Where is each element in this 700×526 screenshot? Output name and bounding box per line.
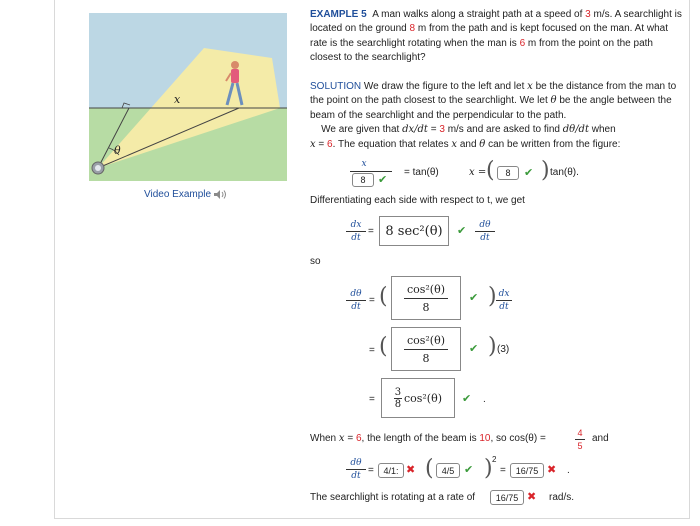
eq4-answer2-input[interactable]: 4/5 <box>436 463 460 478</box>
eq3-paren-l1: ( <box>379 284 388 309</box>
eq3-paren-l2: ( <box>379 334 388 359</box>
eq4-paren-r: ) <box>484 456 493 481</box>
eq4-answer1-input[interactable]: 4/1: <box>378 463 404 478</box>
speaker-icon <box>213 189 227 200</box>
eq3-equals-2: = <box>369 345 375 356</box>
when-and: and <box>592 433 609 444</box>
video-example-link[interactable] <box>144 189 227 200</box>
solution-paragraph: SOLUTION We draw the figure to the left and let x be the distance from the man to the point on the path closest to the searchlight. We let θ be the angle between the beam of the searchlight and the perpendicular to the path. We are given that dx/dt = 3 m/s and are asked to find dθ/dt when x = 6. The equation that relates x and θ can be written from the figure: <box>310 81 677 150</box>
eq4-equals-2: = <box>500 465 506 476</box>
eq1-x-answer-input[interactable]: 8 <box>497 166 519 180</box>
final-unit: rad/s. <box>549 492 575 503</box>
eq3-answer1-input[interactable]: cos²(θ) 8 <box>391 276 461 320</box>
speed-value: 3 <box>585 9 591 20</box>
searchlight-figure <box>89 13 287 181</box>
eq3-rhs2: (3) <box>497 344 510 355</box>
searchlight-icon <box>92 162 104 174</box>
example-label: EXAMPLE 5 <box>310 9 367 20</box>
eq3-check-icon-2: ✔ <box>469 343 479 355</box>
eq4-answer3-input[interactable]: 16/75 <box>510 463 544 478</box>
figure-x-label: x <box>174 93 181 106</box>
eq3-check-icon-3: ✔ <box>462 393 472 405</box>
eq1-denominator-input[interactable]: 8 <box>352 173 374 187</box>
eq3-equals-1: = <box>369 295 375 306</box>
eq1-fraction-bar <box>350 171 392 172</box>
eq3-end: . <box>483 394 486 405</box>
eq4-end: . <box>567 465 570 476</box>
eq2-answer-input[interactable]: 8 sec²(θ) <box>379 216 449 246</box>
eq1-rhs: = tan(θ) <box>404 167 439 178</box>
man-distance-value: 6 <box>519 37 526 49</box>
eq1-left-paren: ( <box>486 158 495 183</box>
distance-value: 8 <box>409 23 416 35</box>
eq4-cross-icon-1: ✖ <box>406 464 416 476</box>
eq1-x-eq: x = <box>469 167 487 178</box>
eq2-lhs-fraction: dx dt <box>346 220 366 243</box>
eq1-numerator: x <box>361 159 367 169</box>
so-text: so <box>310 256 321 267</box>
problem-paragraph: EXAMPLE 5 A man walks along a straight path at a speed of 3 m/s. A searchlight is located on the ground 8 m from the path and is kept focused on the man. At what rate is the searchlight rotating when the man is 6 m from the point on the path closest to the searchlight? <box>310 9 682 64</box>
final-answer-input[interactable]: 16/75 <box>490 490 524 505</box>
eq3-lhs-fraction: dθ dt <box>346 289 366 312</box>
eq4-cross-icon-2: ✖ <box>547 464 557 476</box>
eq4-paren-l: ( <box>425 456 434 481</box>
eq2-rhs-fraction: dθ dt <box>475 220 495 243</box>
eq1-x-rhs: tan(θ). <box>550 167 579 178</box>
eq2-equals: = <box>368 226 374 237</box>
video-example-label: Video Example <box>144 189 212 200</box>
eq3-paren-r2: ) <box>488 334 497 359</box>
when-text: When x = 6, the length of the beam is 10, so cos(θ) = <box>310 433 546 444</box>
eq3-rhs1-fraction: dx dt <box>496 289 512 312</box>
eq4-check-icon: ✔ <box>464 464 474 476</box>
eq1-x-check-icon: ✔ <box>524 167 534 179</box>
eq3-equals-3: = <box>369 394 375 405</box>
final-text: The searchlight is rotating at a rate of <box>310 492 476 503</box>
eq4-lhs-fraction: dθ dt <box>346 458 366 481</box>
solution-label: SOLUTION <box>310 81 362 92</box>
eq3-answer2-input[interactable]: cos²(θ) 8 <box>391 327 461 371</box>
eq3-check-icon-1: ✔ <box>469 292 479 304</box>
final-cross-icon: ✖ <box>527 491 537 503</box>
cos-fraction: 4 5 <box>575 428 585 451</box>
eq1-right-paren: ) <box>541 158 550 183</box>
eq4-equals-1: = <box>368 465 374 476</box>
eq2-check-icon: ✔ <box>457 225 467 237</box>
differentiating-text: Differentiating each side with respect to t, we get <box>310 195 525 206</box>
eq1-den-check-icon: ✔ <box>378 174 388 186</box>
eq3-paren-r1: ) <box>488 284 497 309</box>
eq3-answer3-input[interactable]: 3 8 cos²(θ) <box>381 378 455 418</box>
eq1-fraction <box>350 159 378 169</box>
figure-theta-label: θ <box>114 144 121 157</box>
eq4-power: 2 <box>492 455 497 464</box>
